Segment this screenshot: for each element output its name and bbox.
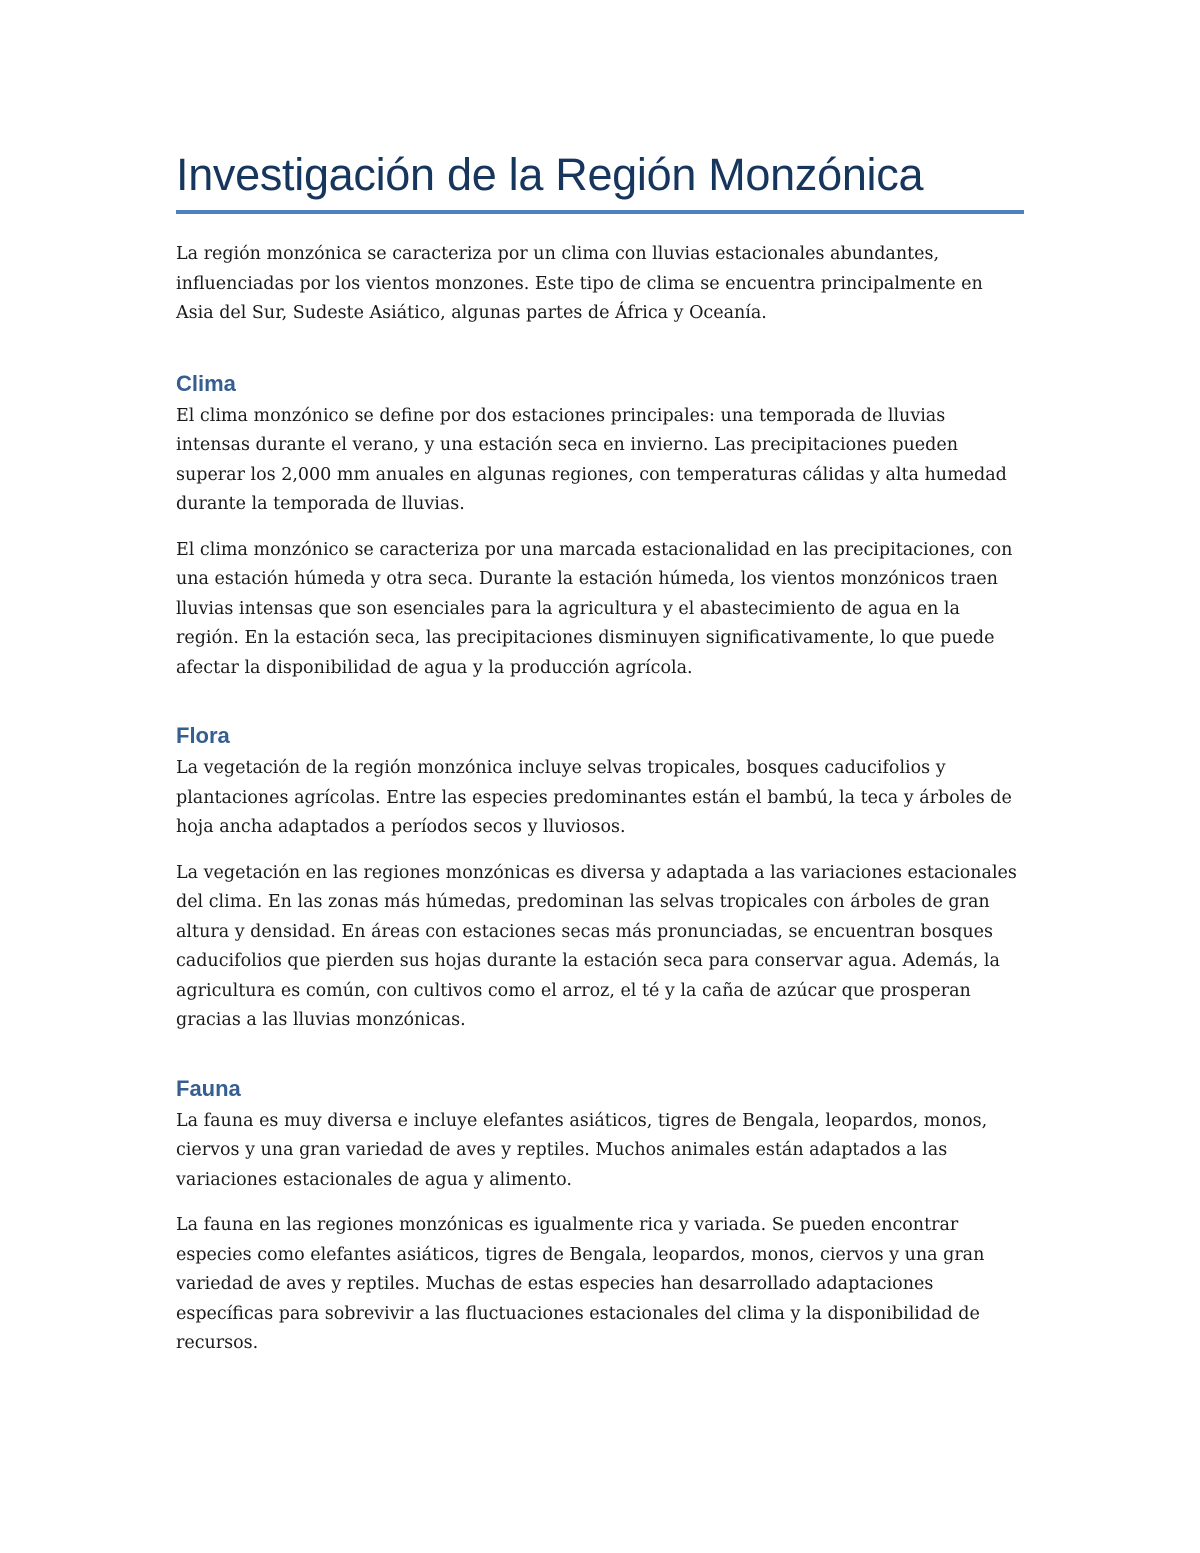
section-flora <box>176 721 1024 1036</box>
section-heading-fauna: Fauna <box>176 1075 241 1101</box>
paragraph: El clima monzónico se caracteriza por una marcada estacionalidad en las precipitaciones, con una estación húmeda y otra seca. Durante la estación húmeda, los vientos monzónicos traen lluvias intensas que son esenciales para la agricultura y el abastecimiento de agua en la región. En la estación seca, las precipitaciones disminuyen significativamente, lo que puede afectar la disponibilidad de agua y la producción agrícola. <box>176 539 1013 678</box>
section-heading-clima: Clima <box>176 370 236 396</box>
section-clima <box>176 369 1024 684</box>
paragraph: La fauna es muy diversa e incluye elefantes asiáticos, tigres de Bengala, leopardos, monos, ciervos y una gran variedad de aves y reptiles. Muchos animales están adaptados a las variaciones estacionales de agua y alimento. <box>176 1110 988 1190</box>
intro-paragraph: La región monzónica se caracteriza por un clima con lluvias estacionales abundantes, influenciadas por los vientos monzones. Este tipo de clima se encuentra principalmente en Asia del Sur, Sudeste Asiático, algunas partes de África y Oceanía. <box>176 244 983 323</box>
document-body <box>176 144 1024 1397</box>
title-underline <box>176 210 1024 214</box>
paragraph: La vegetación de la región monzónica incluye selvas tropicales, bosques caducifolios y plantaciones agrícolas. Entre las especies predominantes están el bambú, la teca y árboles de hoja ancha adaptados a períodos secos y lluviosos. <box>176 758 1012 837</box>
section-fauna <box>176 1074 1024 1359</box>
document-title: Investigación de la Región Monzónica <box>176 149 924 200</box>
paragraph: La vegetación en las regiones monzónicas es diversa y adaptada a las variaciones estacionales del clima. En las zonas más húmedas, predominan las selvas tropicales con árboles de gran altura y densidad. En áreas con estaciones secas más pronunciadas, se encuentran bosques caducifolios que pierden sus hojas durante la estación seca para conservar agua. Además, la agricultura es común, con cultivos como el arroz, el té y la caña de azúcar que prosperan gracias a las lluvias monzónicas. <box>176 862 1017 1030</box>
paragraph: El clima monzónico se define por dos estaciones principales: una temporada de lluvias intensas durante el verano, y una estación seca en invierno. Las precipitaciones pueden superar los 2,000 mm anuales en algunas regiones, con temperaturas cálidas y alta humedad durante la temporada de lluvias. <box>176 405 1007 514</box>
section-heading-flora: Flora <box>176 723 230 748</box>
paragraph: La fauna en las regiones monzónicas es igualmente rica y variada. Se pueden encontrar especies como elefantes asiáticos, tigres de Bengala, leopardos, monos, ciervos y una gran variedad de aves y reptiles. Muchas de estas especies han desarrollado adaptaciones específicas para sobrevivir a las fluctuaciones estacionales del clima y la disponibilidad de recursos. <box>176 1215 985 1353</box>
